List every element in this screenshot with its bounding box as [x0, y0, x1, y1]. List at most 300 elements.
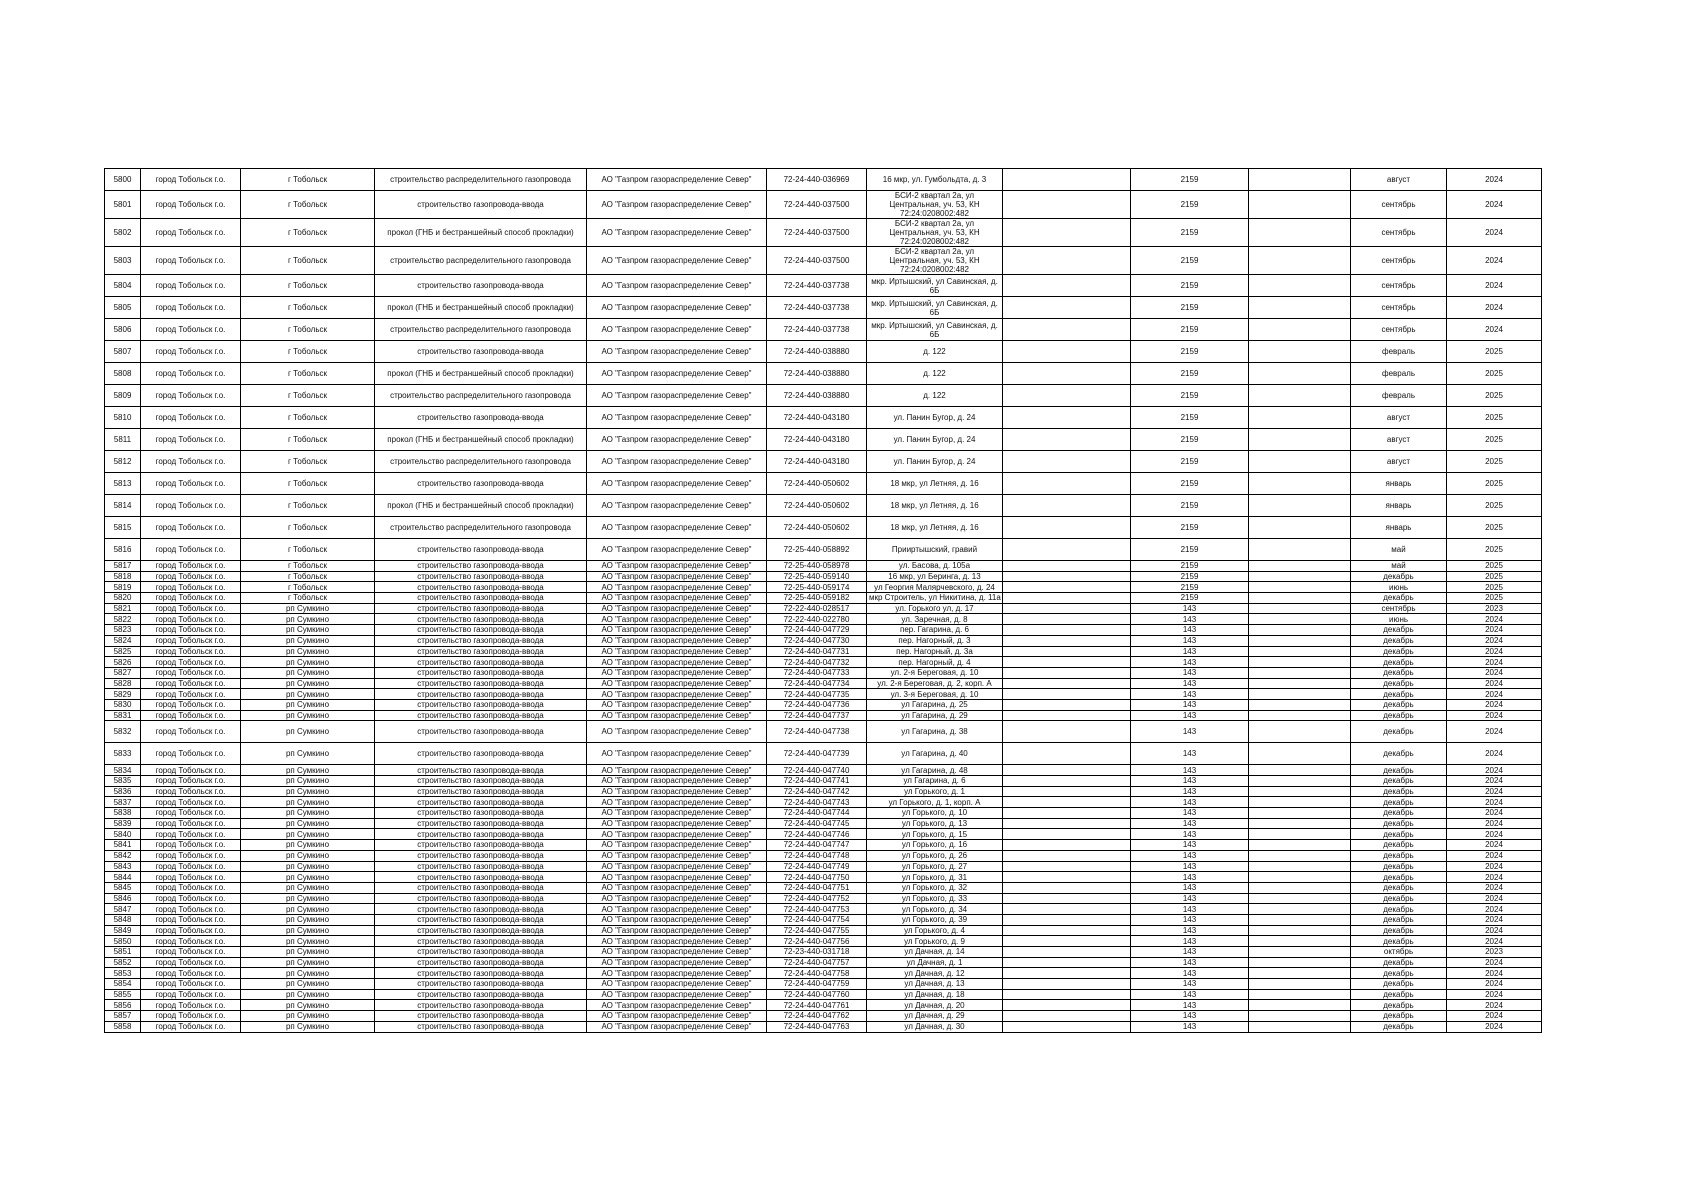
table-cell	[1249, 297, 1351, 319]
table-cell: 2025	[1447, 429, 1542, 451]
table-cell: АО "Газпром газораспределение Север"	[587, 979, 767, 990]
table-cell: 5834	[105, 765, 141, 776]
table-cell: ул Дачная, д. 1	[867, 957, 1003, 968]
table-cell: рп Сумкино	[241, 957, 375, 968]
table-cell: 143	[1131, 904, 1249, 915]
table-cell: 5838	[105, 808, 141, 819]
table-cell: 143	[1131, 699, 1249, 710]
table-cell	[1003, 219, 1131, 247]
table-cell	[1003, 914, 1131, 925]
table-cell: 2025	[1447, 473, 1542, 495]
table-cell: АО "Газпром газораспределение Север"	[587, 699, 767, 710]
table-cell: г Тобольск	[241, 582, 375, 593]
table-cell: строительство газопровода-ввода	[375, 829, 587, 840]
table-cell: январь	[1351, 517, 1447, 539]
table-cell: 5808	[105, 363, 141, 385]
table-cell: город Тобольск г.о.	[141, 635, 241, 646]
table-row	[105, 979, 1542, 990]
table-cell: 143	[1131, 721, 1249, 743]
table-cell: строительство газопровода-ввода	[375, 667, 587, 678]
table-cell	[1249, 947, 1351, 958]
table-cell	[1249, 169, 1351, 191]
table-cell	[1003, 893, 1131, 904]
table-cell: 5811	[105, 429, 141, 451]
table-cell	[1249, 451, 1351, 473]
table-cell: ул. 2-я Береговая, д. 10	[867, 667, 1003, 678]
table-row	[105, 473, 1542, 495]
table-cell: 72-25-440-058978	[767, 561, 867, 572]
table-cell	[1003, 710, 1131, 721]
table-cell	[1003, 957, 1131, 968]
table-cell: рп Сумкино	[241, 893, 375, 904]
table-row	[105, 646, 1542, 657]
table-row	[105, 797, 1542, 808]
table-cell: 2159	[1131, 275, 1249, 297]
table-cell: рп Сумкино	[241, 872, 375, 883]
table-cell: строительство газопровода-ввода	[375, 882, 587, 893]
table-cell	[1003, 678, 1131, 689]
table-cell: 143	[1131, 893, 1249, 904]
table-cell: январь	[1351, 495, 1447, 517]
table-cell: рп Сумкино	[241, 614, 375, 625]
table-cell	[1249, 925, 1351, 936]
table-cell	[1249, 429, 1351, 451]
table-cell: декабрь	[1351, 743, 1447, 765]
table-cell: АО "Газпром газораспределение Север"	[587, 872, 767, 883]
table-cell: АО "Газпром газораспределение Север"	[587, 829, 767, 840]
table-cell: 2024	[1447, 872, 1542, 883]
table-cell: 5807	[105, 341, 141, 363]
table-cell: 2024	[1447, 319, 1542, 341]
table-cell: город Тобольск г.о.	[141, 517, 241, 539]
table-cell: АО "Газпром газораспределение Север"	[587, 657, 767, 668]
table-cell: АО "Газпром газораспределение Север"	[587, 797, 767, 808]
table-cell: мкр. Иртышский, ул Савинская, д. 6Б	[867, 275, 1003, 297]
table-cell: АО "Газпром газораспределение Север"	[587, 297, 767, 319]
table-cell: 72-24-440-047734	[767, 678, 867, 689]
table-cell: 2024	[1447, 169, 1542, 191]
table-cell: город Тобольск г.о.	[141, 571, 241, 582]
table-cell: АО "Газпром газораспределение Север"	[587, 893, 767, 904]
table-cell: 72-24-440-047756	[767, 936, 867, 947]
table-cell: 2024	[1447, 936, 1542, 947]
table-cell: прокол (ГНБ и бестраншейный способ прокладки)	[375, 219, 587, 247]
table-cell: строительство распределительного газопровода	[375, 385, 587, 407]
table-cell: г Тобольск	[241, 385, 375, 407]
table-cell	[1003, 904, 1131, 915]
table-cell: 2024	[1447, 191, 1542, 219]
table-cell: АО "Газпром газораспределение Север"	[587, 169, 767, 191]
table-cell	[1003, 1021, 1131, 1032]
table-cell: АО "Газпром газораспределение Север"	[587, 786, 767, 797]
table-cell: 72-24-440-047731	[767, 646, 867, 657]
table-cell: город Тобольск г.о.	[141, 593, 241, 604]
table-cell: город Тобольск г.о.	[141, 893, 241, 904]
table-cell: АО "Газпром газораспределение Север"	[587, 517, 767, 539]
table-cell: ул Гагарина, д. 29	[867, 710, 1003, 721]
table-cell: 18 мкр, ул Летняя, д. 16	[867, 517, 1003, 539]
table-cell: 2025	[1447, 571, 1542, 582]
table-cell: 18 мкр, ул Летняя, д. 16	[867, 473, 1003, 495]
table-row	[105, 635, 1542, 646]
table-cell	[1003, 776, 1131, 787]
table-cell: 2159	[1131, 341, 1249, 363]
table-cell: 143	[1131, 925, 1249, 936]
table-cell: город Тобольск г.о.	[141, 925, 241, 936]
table-cell: 72-24-440-047739	[767, 743, 867, 765]
table-cell: БСИ-2 квартал 2а, ул Центральная, уч. 53, КН 72:24:0208002:482	[867, 191, 1003, 219]
table-cell: строительство газопровода-ввода	[375, 765, 587, 776]
table-cell: г Тобольск	[241, 473, 375, 495]
table-cell: АО "Газпром газораспределение Север"	[587, 407, 767, 429]
table-cell: г Тобольск	[241, 495, 375, 517]
table-cell: ул Гагарина, д. 48	[867, 765, 1003, 776]
table-cell: 16 мкр, ул. Гумбольдта, д. 3	[867, 169, 1003, 191]
table-cell: 5802	[105, 219, 141, 247]
table-cell: 5855	[105, 989, 141, 1000]
table-cell: 143	[1131, 635, 1249, 646]
table-cell	[1003, 786, 1131, 797]
table-cell: АО "Газпром газораспределение Север"	[587, 776, 767, 787]
table-cell	[1003, 968, 1131, 979]
table-cell: строительство газопровода-ввода	[375, 539, 587, 561]
table-cell: август	[1351, 429, 1447, 451]
table-cell: 5847	[105, 904, 141, 915]
table-cell: 2159	[1131, 561, 1249, 572]
table-cell: 143	[1131, 850, 1249, 861]
table-cell: 2025	[1447, 341, 1542, 363]
table-cell: рп Сумкино	[241, 947, 375, 958]
table-cell: 72-24-440-047754	[767, 914, 867, 925]
table-cell: АО "Газпром газораспределение Север"	[587, 635, 767, 646]
table-cell: прокол (ГНБ и бестраншейный способ прокладки)	[375, 429, 587, 451]
table-cell: АО "Газпром газораспределение Север"	[587, 385, 767, 407]
table-cell: АО "Газпром газораспределение Север"	[587, 1011, 767, 1022]
table-cell: 72-24-440-043180	[767, 407, 867, 429]
table-cell: 2024	[1447, 1000, 1542, 1011]
table-cell: ул. Горького ул, д. 17	[867, 603, 1003, 614]
table-cell: 143	[1131, 689, 1249, 700]
table-cell: строительство газопровода-ввода	[375, 808, 587, 819]
table-cell: строительство газопровода-ввода	[375, 191, 587, 219]
table-cell: декабрь	[1351, 872, 1447, 883]
table-row	[105, 989, 1542, 1000]
table-cell: 2024	[1447, 925, 1542, 936]
table-row	[105, 571, 1542, 582]
table-cell: рп Сумкино	[241, 710, 375, 721]
table-cell: г Тобольск	[241, 275, 375, 297]
table-cell	[1003, 582, 1131, 593]
table-cell: 2159	[1131, 169, 1249, 191]
table-cell: 5817	[105, 561, 141, 572]
table-cell: декабрь	[1351, 893, 1447, 904]
table-cell: ул Горького, д. 15	[867, 829, 1003, 840]
table-cell: г Тобольск	[241, 363, 375, 385]
table-cell: декабрь	[1351, 657, 1447, 668]
table-cell: ул Горького, д. 39	[867, 914, 1003, 925]
table-cell: строительство газопровода-ввода	[375, 818, 587, 829]
table-cell: пер. Нагорный, д. 4	[867, 657, 1003, 668]
table-cell: декабрь	[1351, 968, 1447, 979]
table-cell	[1003, 593, 1131, 604]
table-cell: 2024	[1447, 808, 1542, 819]
table-cell: 2024	[1447, 667, 1542, 678]
table-cell: АО "Газпром газораспределение Север"	[587, 947, 767, 958]
table-cell: 72-22-440-022780	[767, 614, 867, 625]
table-cell: 72-24-440-038880	[767, 363, 867, 385]
table-cell: ул Дачная, д. 12	[867, 968, 1003, 979]
table-cell: ул Горького, д. 10	[867, 808, 1003, 819]
table-cell	[1003, 699, 1131, 710]
table-cell: 72-24-440-047745	[767, 818, 867, 829]
table-cell: 2024	[1447, 957, 1542, 968]
table-cell: декабрь	[1351, 797, 1447, 808]
table-cell: ул Гагарина, д. 40	[867, 743, 1003, 765]
table-cell: 2159	[1131, 451, 1249, 473]
table-cell: строительство газопровода-ввода	[375, 914, 587, 925]
table-cell: АО "Газпром газораспределение Север"	[587, 319, 767, 341]
table-cell: строительство газопровода-ввода	[375, 957, 587, 968]
table-cell: город Тобольск г.о.	[141, 169, 241, 191]
table-body	[105, 169, 1542, 1033]
table-cell: 143	[1131, 872, 1249, 883]
table-cell: строительство газопровода-ввода	[375, 786, 587, 797]
table-cell: город Тобольск г.о.	[141, 710, 241, 721]
table-cell: АО "Газпром газораспределение Север"	[587, 925, 767, 936]
table-row	[105, 341, 1542, 363]
table-cell: АО "Газпром газораспределение Север"	[587, 743, 767, 765]
table-cell: 72-24-440-050602	[767, 473, 867, 495]
table-cell: рп Сумкино	[241, 646, 375, 657]
table-cell: город Тобольск г.о.	[141, 219, 241, 247]
table-cell: 2024	[1447, 657, 1542, 668]
table-cell: 72-24-440-037738	[767, 297, 867, 319]
table-cell: город Тобольск г.о.	[141, 582, 241, 593]
table-cell: декабрь	[1351, 989, 1447, 1000]
table-cell: 5822	[105, 614, 141, 625]
table-cell	[1249, 743, 1351, 765]
table-cell: декабрь	[1351, 904, 1447, 915]
table-cell	[1003, 539, 1131, 561]
table-cell: сентябрь	[1351, 219, 1447, 247]
table-cell: АО "Газпром газораспределение Север"	[587, 646, 767, 657]
table-cell: 2024	[1447, 765, 1542, 776]
table-cell	[1003, 818, 1131, 829]
table-cell: декабрь	[1351, 808, 1447, 819]
table-cell: строительство газопровода-ввода	[375, 925, 587, 936]
table-cell: рп Сумкино	[241, 603, 375, 614]
table-cell	[1003, 979, 1131, 990]
table-cell: 5804	[105, 275, 141, 297]
table-cell: ул Горького, д. 32	[867, 882, 1003, 893]
table-cell: ул Горького, д. 13	[867, 818, 1003, 829]
table-cell: июнь	[1351, 614, 1447, 625]
table-cell: строительство газопровода-ввода	[375, 904, 587, 915]
table-cell: 143	[1131, 818, 1249, 829]
table-cell: 72-24-440-047751	[767, 882, 867, 893]
table-cell: рп Сумкино	[241, 1000, 375, 1011]
table-cell: 2023	[1447, 603, 1542, 614]
table-cell: г Тобольск	[241, 429, 375, 451]
table-cell: 72-24-440-047760	[767, 989, 867, 1000]
table-cell: город Тобольск г.о.	[141, 721, 241, 743]
table-cell: АО "Газпром газораспределение Север"	[587, 495, 767, 517]
table-cell: город Тобольск г.о.	[141, 363, 241, 385]
table-cell	[1249, 603, 1351, 614]
table-cell	[1003, 517, 1131, 539]
table-cell	[1003, 797, 1131, 808]
table-cell: 5806	[105, 319, 141, 341]
table-cell: город Тобольск г.о.	[141, 776, 241, 787]
table-cell	[1003, 341, 1131, 363]
data-table	[104, 168, 1542, 1033]
table-cell: 2024	[1447, 914, 1542, 925]
table-cell: 2024	[1447, 850, 1542, 861]
table-cell: 2159	[1131, 593, 1249, 604]
table-cell: 72-22-440-028517	[767, 603, 867, 614]
table-cell: строительство газопровода-ввода	[375, 936, 587, 947]
table-cell: строительство газопровода-ввода	[375, 657, 587, 668]
table-cell: ул. Заречная, д. 8	[867, 614, 1003, 625]
table-cell: АО "Газпром газораспределение Север"	[587, 614, 767, 625]
table-cell: строительство газопровода-ввода	[375, 561, 587, 572]
table-row	[105, 861, 1542, 872]
table-cell: строительство газопровода-ввода	[375, 473, 587, 495]
table-cell	[1003, 925, 1131, 936]
table-cell: 5820	[105, 593, 141, 604]
table-cell: 143	[1131, 829, 1249, 840]
table-cell: 2159	[1131, 473, 1249, 495]
table-cell: 2024	[1447, 689, 1542, 700]
table-cell: декабрь	[1351, 646, 1447, 657]
table-cell: 5852	[105, 957, 141, 968]
table-cell: рп Сумкино	[241, 776, 375, 787]
table-row	[105, 363, 1542, 385]
table-cell: 72-24-440-047757	[767, 957, 867, 968]
table-cell: рп Сумкино	[241, 765, 375, 776]
table-cell: 2024	[1447, 1011, 1542, 1022]
table-cell	[1249, 219, 1351, 247]
table-cell: 2025	[1447, 593, 1542, 604]
table-cell: АО "Газпром газораспределение Север"	[587, 936, 767, 947]
table-row	[105, 743, 1542, 765]
table-cell: 5835	[105, 776, 141, 787]
table-cell: 2024	[1447, 646, 1542, 657]
table-cell: сентябрь	[1351, 247, 1447, 275]
table-row	[105, 582, 1542, 593]
table-cell	[1003, 850, 1131, 861]
table-cell: 72-24-440-037500	[767, 191, 867, 219]
table-cell: 72-24-440-047740	[767, 765, 867, 776]
table-cell: декабрь	[1351, 786, 1447, 797]
table-row	[105, 699, 1542, 710]
table-cell: 5842	[105, 850, 141, 861]
table-cell: д. 122	[867, 341, 1003, 363]
table-cell: 2024	[1447, 786, 1542, 797]
table-cell: г Тобольск	[241, 451, 375, 473]
table-row	[105, 429, 1542, 451]
table-cell	[1003, 989, 1131, 1000]
table-cell	[1249, 957, 1351, 968]
table-cell: 2024	[1447, 743, 1542, 765]
table-cell	[1249, 968, 1351, 979]
table-cell: 72-24-440-047730	[767, 635, 867, 646]
table-cell: декабрь	[1351, 765, 1447, 776]
table-cell: декабрь	[1351, 829, 1447, 840]
table-cell: ул Горького, д. 1, корп. А	[867, 797, 1003, 808]
table-cell: 5818	[105, 571, 141, 582]
table-cell: мкр. Иртышский, ул Савинская, д. 6Б	[867, 297, 1003, 319]
table-cell: АО "Газпром газораспределение Север"	[587, 808, 767, 819]
table-cell: город Тобольск г.о.	[141, 646, 241, 657]
table-cell: ул Горького, д. 27	[867, 861, 1003, 872]
table-row	[105, 517, 1542, 539]
table-cell: 143	[1131, 776, 1249, 787]
table-cell: 2024	[1447, 797, 1542, 808]
table-cell: АО "Газпром газораспределение Север"	[587, 191, 767, 219]
table-row	[105, 169, 1542, 191]
table-cell: 5854	[105, 979, 141, 990]
table-cell	[1249, 818, 1351, 829]
table-cell: 5843	[105, 861, 141, 872]
table-cell: 5836	[105, 786, 141, 797]
table-cell: 72-24-440-037500	[767, 247, 867, 275]
table-cell: 2024	[1447, 818, 1542, 829]
table-cell: 72-24-440-047752	[767, 893, 867, 904]
table-cell: рп Сумкино	[241, 699, 375, 710]
table-cell	[1249, 786, 1351, 797]
table-cell: город Тобольск г.о.	[141, 765, 241, 776]
table-cell: рп Сумкино	[241, 689, 375, 700]
table-cell: г Тобольск	[241, 341, 375, 363]
table-cell: строительство распределительного газопровода	[375, 451, 587, 473]
table-cell: 72-24-440-047735	[767, 689, 867, 700]
table-cell	[1249, 635, 1351, 646]
table-cell: строительство газопровода-ввода	[375, 968, 587, 979]
table-cell: строительство газопровода-ввода	[375, 1011, 587, 1022]
table-cell: город Тобольск г.о.	[141, 625, 241, 636]
table-cell: рп Сумкино	[241, 925, 375, 936]
table-cell: строительство газопровода-ввода	[375, 861, 587, 872]
table-cell: 2159	[1131, 539, 1249, 561]
table-cell: 2025	[1447, 561, 1542, 572]
table-cell: 72-24-440-047736	[767, 699, 867, 710]
table-cell: город Тобольск г.о.	[141, 1021, 241, 1032]
table-cell: рп Сумкино	[241, 625, 375, 636]
table-cell: 143	[1131, 968, 1249, 979]
table-cell	[1003, 614, 1131, 625]
table-cell: декабрь	[1351, 925, 1447, 936]
table-cell: ул Гагарина, д. 25	[867, 699, 1003, 710]
table-cell: 2025	[1447, 363, 1542, 385]
table-cell: 143	[1131, 947, 1249, 958]
table-cell: 72-24-440-037738	[767, 319, 867, 341]
table-cell	[1003, 743, 1131, 765]
table-row	[105, 657, 1542, 668]
table-cell: 2025	[1447, 517, 1542, 539]
table-cell: декабрь	[1351, 957, 1447, 968]
table-cell: рп Сумкино	[241, 635, 375, 646]
table-cell: АО "Газпром газораспределение Север"	[587, 593, 767, 604]
table-cell	[1249, 1021, 1351, 1032]
table-cell: 2159	[1131, 247, 1249, 275]
table-cell: ул Дачная, д. 29	[867, 1011, 1003, 1022]
table-cell: ул Горького, д. 31	[867, 872, 1003, 883]
table-cell: 143	[1131, 657, 1249, 668]
table-cell: 72-24-440-047732	[767, 657, 867, 668]
table-cell: август	[1351, 451, 1447, 473]
table-cell: город Тобольск г.о.	[141, 451, 241, 473]
